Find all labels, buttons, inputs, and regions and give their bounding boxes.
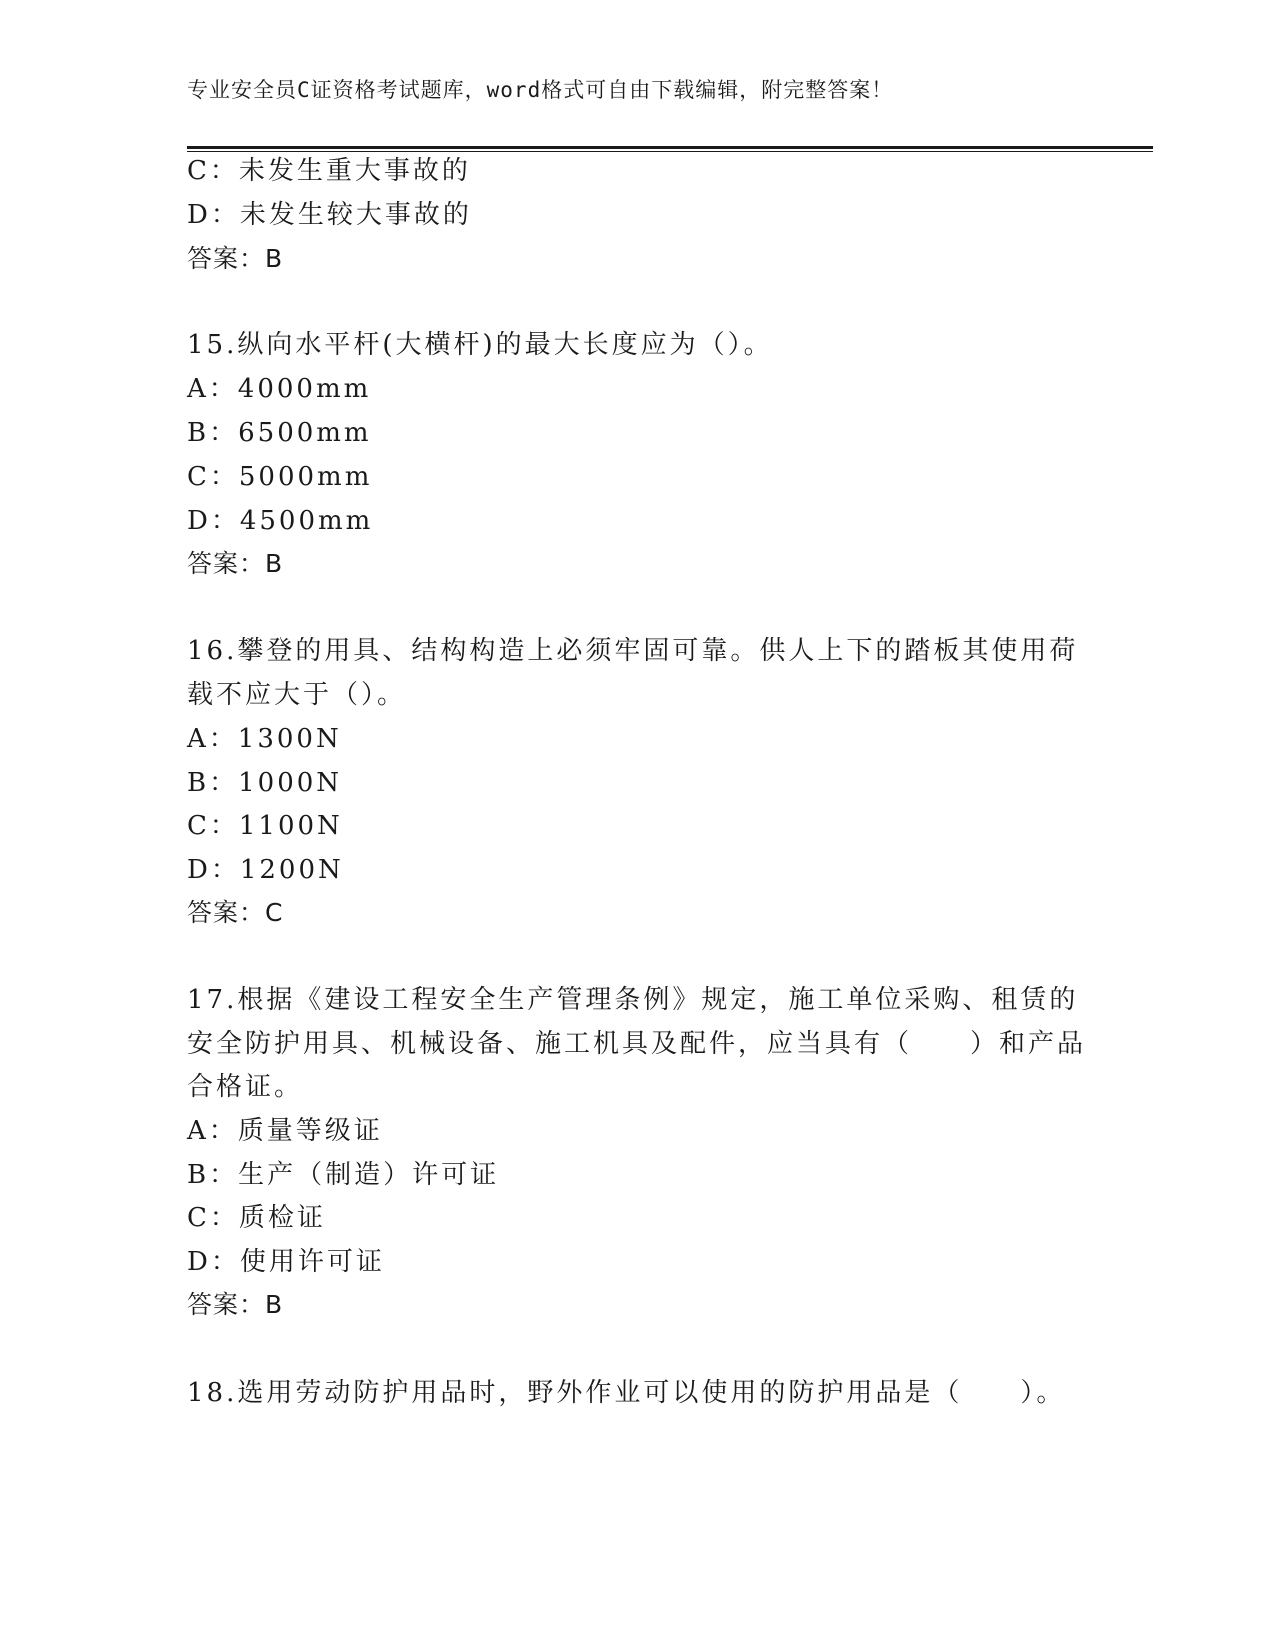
q18-stem: 18.选用劳动防护用品时，野外作业可以使用的防护用品是（ ）。 bbox=[187, 1378, 1066, 1408]
q17-answer: 答案：B bbox=[187, 1290, 284, 1319]
q15-option-d: D：4500mm bbox=[187, 506, 374, 536]
q17-stem-line-2: 安全防护用具、机械设备、施工机具及配件，应当具有（ ）和产品 bbox=[187, 1029, 1087, 1059]
q17-stem-line-1: 17.根据《建设工程安全生产管理条例》规定，施工单位采购、租赁的 bbox=[187, 985, 1079, 1015]
q15-answer: 答案：B bbox=[187, 549, 284, 578]
q17-option-d: D：使用许可证 bbox=[187, 1247, 385, 1277]
prev-option-d: D：未发生较大事故的 bbox=[187, 200, 472, 230]
header-rule-thin bbox=[187, 151, 1153, 152]
prev-answer: 答案：B bbox=[187, 244, 284, 273]
q17-option-c: C：质检证 bbox=[187, 1203, 326, 1233]
prev-option-c: C：未发生重大事故的 bbox=[187, 156, 471, 186]
q15-option-c: C：5000mm bbox=[187, 462, 373, 492]
q15-stem: 15.纵向水平杆(大横杆)的最大长度应为（）。 bbox=[187, 330, 773, 360]
q16-option-a: A：1300N bbox=[187, 724, 342, 754]
q15-option-b: B：6500mm bbox=[187, 418, 372, 448]
q17-stem-line-3: 合格证。 bbox=[187, 1072, 304, 1102]
q16-stem-line-1: 16.攀登的用具、结构构造上必须牢固可靠。供人上下的踏板其使用荷 bbox=[187, 636, 1079, 666]
q16-option-b: B：1000N bbox=[187, 768, 343, 798]
q16-stem-line-2: 载不应大于（）。 bbox=[187, 680, 407, 710]
q16-option-d: D：1200N bbox=[187, 855, 344, 885]
header-rule-thick bbox=[187, 146, 1153, 149]
q17-option-b: B：生产（制造）许可证 bbox=[187, 1160, 500, 1190]
page-header: 专业安全员C证资格考试题库，word格式可自由下载编辑，附完整答案！ bbox=[187, 78, 894, 102]
q16-option-c: C：1100N bbox=[187, 811, 343, 841]
q15-option-a: A：4000mm bbox=[187, 374, 372, 404]
q17-option-a: A：质量等级证 bbox=[187, 1116, 383, 1146]
q16-answer: 答案：C bbox=[187, 898, 284, 927]
